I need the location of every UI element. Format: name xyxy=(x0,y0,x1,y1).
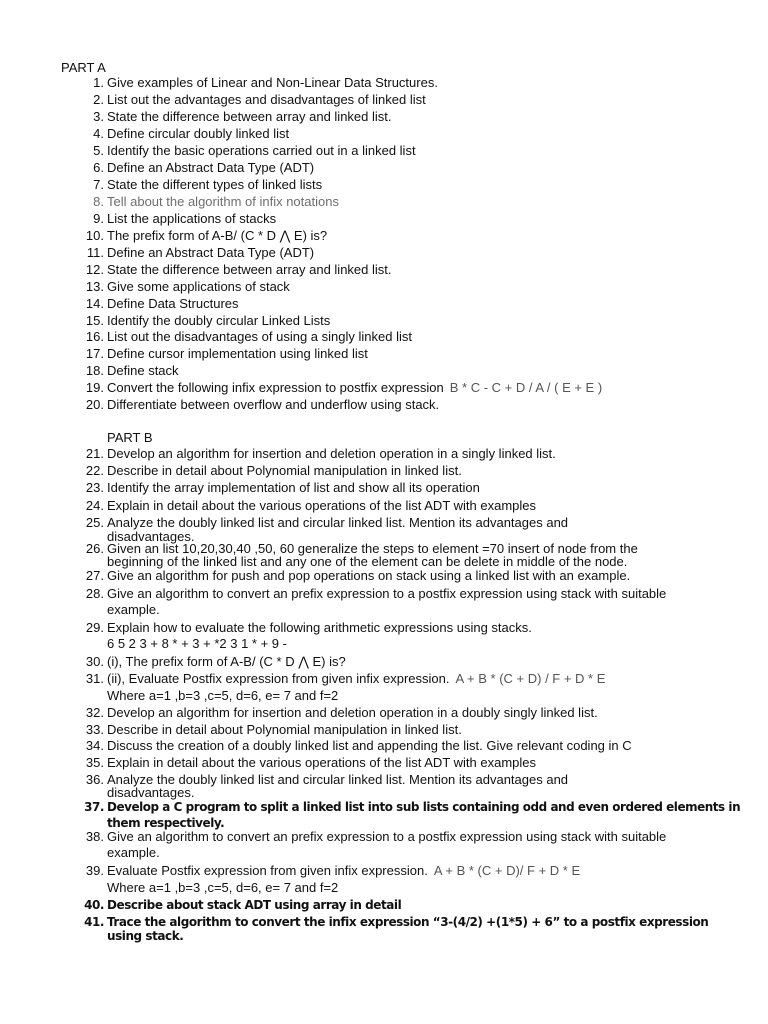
expression-text: A + B * (C + D) / F + D * E xyxy=(455,671,606,686)
question-number: 40. xyxy=(84,898,104,912)
question-number: 24. xyxy=(85,498,104,513)
question-line xyxy=(107,398,439,412)
question-line-text: Develop an algorithm for insertion and deletion operation in a doubly singly linked list. xyxy=(107,705,598,720)
question-line-text: Describe about stack ADT using array in detail xyxy=(107,898,402,912)
question-line xyxy=(107,915,708,929)
question-number: 2. xyxy=(93,92,104,107)
question-line-text: Give some applications of stack xyxy=(107,279,290,294)
question-line-text: Discuss the creation of a doubly linked list and appending the list. Give relevant coding in C xyxy=(107,738,632,753)
question-line-text: Develop an algorithm for insertion and deletion operation in a singly linked list. xyxy=(107,446,556,461)
question-number: 3. xyxy=(93,109,104,124)
question-number: 4. xyxy=(93,126,104,141)
question-line-text: Define an Abstract Data Type (ADT) xyxy=(107,245,315,260)
question-number: 31. xyxy=(85,671,104,686)
question-line-text: Differentiate between overflow and underflow using stack. xyxy=(107,397,440,412)
question-line xyxy=(107,280,290,294)
question-line-text: example. xyxy=(107,602,160,617)
question-line xyxy=(107,347,368,361)
question-line-text: List the applications of stacks xyxy=(107,211,277,226)
question-line xyxy=(107,898,401,912)
question-number: 36. xyxy=(85,772,104,787)
question-number: 16. xyxy=(85,329,104,344)
question-number: 13. xyxy=(85,279,104,294)
question-number: 14. xyxy=(85,296,104,311)
question-line xyxy=(107,739,632,753)
question-line-text: The prefix form of A-B/ (C * D ⋀ E) is? xyxy=(107,228,328,243)
question-number: 6. xyxy=(93,160,104,175)
question-line-text: Analyze the doubly linked list and circular linked list. Mention its advantages and xyxy=(107,772,569,787)
question-line-text: Define stack xyxy=(107,363,179,378)
question-number: 28. xyxy=(85,586,104,601)
question-line xyxy=(107,587,666,601)
question-line-text: beginning of the linked list and any one of the element can be delete in middle of the node. xyxy=(107,554,628,569)
part-a-heading: PART A xyxy=(61,60,106,75)
question-number: 5. xyxy=(93,143,104,158)
question-line-text: Explain in detail about the various operations of the list ADT with examples xyxy=(107,755,536,770)
question-line xyxy=(107,846,160,860)
question-line xyxy=(107,864,580,878)
question-line-text: Analyze the doubly linked list and circular linked list. Mention its advantages and xyxy=(107,515,569,530)
question-line xyxy=(107,672,605,686)
question-line xyxy=(107,637,287,651)
question-number: 11. xyxy=(86,245,104,260)
question-line xyxy=(107,212,276,226)
question-number: 25. xyxy=(85,515,104,530)
question-line-text: Evaluate Postfix expression from given infix expression. xyxy=(107,863,428,878)
question-number: 41. xyxy=(84,915,104,929)
question-line xyxy=(107,499,536,513)
question-line xyxy=(107,723,462,737)
question-line xyxy=(107,364,179,378)
question-line-text: Give an algorithm to convert an prefix expression to a postfix expression using stack with suitable xyxy=(107,829,667,844)
question-number: 39. xyxy=(85,863,104,878)
question-line xyxy=(107,929,183,943)
question-line xyxy=(107,464,462,478)
question-number: 20. xyxy=(85,397,104,412)
question-line-text: Identify the doubly circular Linked Lists xyxy=(107,313,331,328)
question-line-text: disadvantages. xyxy=(107,785,195,800)
question-line xyxy=(107,144,416,158)
question-number: 15. xyxy=(85,313,104,328)
question-line-text: Given an list 10,20,30,40 ,50, 60 generalize the steps to element =70 insert of node from the xyxy=(107,541,638,556)
question-line-text: them respectively. xyxy=(107,816,225,830)
question-line xyxy=(107,314,330,328)
question-line-text: Identify the array implementation of list and show all its operation xyxy=(107,480,480,495)
question-line-text: Tell about the algorithm of infix notations xyxy=(107,194,339,209)
question-line-text: Explain how to evaluate the following arithmetic expressions using stacks. xyxy=(107,620,532,635)
question-number: 32. xyxy=(85,705,104,720)
question-line-text: List out the advantages and disadvantages of linked list xyxy=(107,92,426,107)
part-b-heading: PART B xyxy=(107,430,153,445)
question-line: Where a=1 ,b=3 ,c=5, d=6, e= 7 and f=2 xyxy=(107,880,339,895)
question-line xyxy=(107,516,568,530)
question-line xyxy=(107,381,602,395)
question-line-text: Trace the algorithm to convert the infix expression “3-(4/2) +(1*5) + 6” to a postfix expression xyxy=(107,915,709,929)
question-line xyxy=(107,756,536,770)
question-line xyxy=(107,297,239,311)
question-line-text: State the difference between array and linked list. xyxy=(107,262,392,277)
question-number: 33. xyxy=(85,722,104,737)
expression-text: A + B * (C + D)/ F + D * E xyxy=(433,863,581,878)
question-number: 19. xyxy=(85,380,104,395)
question-number: 12. xyxy=(85,262,104,277)
question-line xyxy=(107,555,627,569)
question-line-text: Define Data Structures xyxy=(107,296,239,311)
question-line: Where a=1 ,b=3 ,c=5, d=6, e= 7 and f=2 xyxy=(107,688,339,703)
question-line-text: State the different types of linked lists xyxy=(107,177,323,192)
question-line xyxy=(107,76,438,90)
question-line-text: disadvantages. xyxy=(107,529,195,544)
question-line xyxy=(107,246,314,260)
question-line xyxy=(107,263,392,277)
question-line xyxy=(107,229,327,243)
question-number: 26. xyxy=(85,541,104,556)
question-line-text: Give examples of Linear and Non-Linear Data Structures. xyxy=(107,75,438,90)
question-number: 27. xyxy=(85,568,104,583)
question-number: 18. xyxy=(85,363,104,378)
question-line-text: Define an Abstract Data Type (ADT) xyxy=(107,160,315,175)
question-line xyxy=(107,655,346,669)
question-line-text: List out the disadvantages of using a singly linked list xyxy=(107,329,412,344)
question-line-text: Identify the basic operations carried out in a linked list xyxy=(107,143,416,158)
question-number: 7. xyxy=(93,177,104,192)
question-line xyxy=(107,481,480,495)
question-number: 10. xyxy=(85,228,104,243)
question-line xyxy=(107,110,392,124)
question-number: 34. xyxy=(85,738,104,753)
question-line-text: Describe in detail about Polynomial manipulation in linked list. xyxy=(107,463,462,478)
question-line-text: Develop a C program to split a linked list into sub lists containing odd and even ordered elements in xyxy=(107,800,741,814)
question-line-text: Give an algorithm for push and pop operations on stack using a linked list with an example. xyxy=(107,568,631,583)
question-line xyxy=(107,569,630,583)
question-number: 8. xyxy=(93,194,104,209)
question-line-text: Give an algorithm to convert an prefix expression to a postfix expression using stack with suitable xyxy=(107,586,667,601)
question-number: 30. xyxy=(85,654,104,669)
question-line xyxy=(107,330,412,344)
question-line-text: (ii), Evaluate Postfix expression from given infix expression. xyxy=(107,671,450,686)
question-number: 9. xyxy=(93,211,104,226)
question-line-text: (i), The prefix form of A-B/ (C * D ⋀ E) is? xyxy=(107,654,346,669)
question-line-text: 6 5 2 3 + 8 * + 3 + *2 3 1 * + 9 - xyxy=(107,636,287,651)
question-line-text: State the difference between array and linked list. xyxy=(107,109,392,124)
question-line-text: using stack. xyxy=(107,929,184,943)
expression-text: B * C - C + D / A / ( E + E ) xyxy=(449,380,603,395)
question-line-text: Describe in detail about Polynomial manipulation in linked list. xyxy=(107,722,462,737)
question-line xyxy=(107,178,322,192)
question-line xyxy=(107,603,160,617)
question-line-text: Convert the following infix expression to postfix expression xyxy=(107,380,444,395)
question-line xyxy=(107,830,666,844)
question-line xyxy=(107,786,194,800)
question-line-text: Explain in detail about the various operations of the list ADT with examples xyxy=(107,498,536,513)
question-line xyxy=(107,93,426,107)
question-number: 35. xyxy=(85,755,104,770)
question-line xyxy=(107,706,598,720)
question-number: 23. xyxy=(85,480,104,495)
question-line-text: example. xyxy=(107,845,160,860)
question-line xyxy=(107,800,740,814)
question-number: 37. xyxy=(84,800,104,814)
question-number: 38. xyxy=(85,829,104,844)
question-line-text: Define cursor implementation using linked list xyxy=(107,346,368,361)
question-number: 17. xyxy=(85,346,104,361)
question-line xyxy=(107,127,289,141)
question-line xyxy=(107,447,556,461)
question-number: 29. xyxy=(85,620,104,635)
question-line xyxy=(107,195,339,209)
question-line xyxy=(107,816,224,830)
question-line-text: Define circular doubly linked list xyxy=(107,126,290,141)
question-line xyxy=(107,161,314,175)
question-number: 21. xyxy=(85,446,104,461)
question-number: 22. xyxy=(85,463,104,478)
question-number: 1. xyxy=(93,75,104,90)
question-line xyxy=(107,621,532,635)
